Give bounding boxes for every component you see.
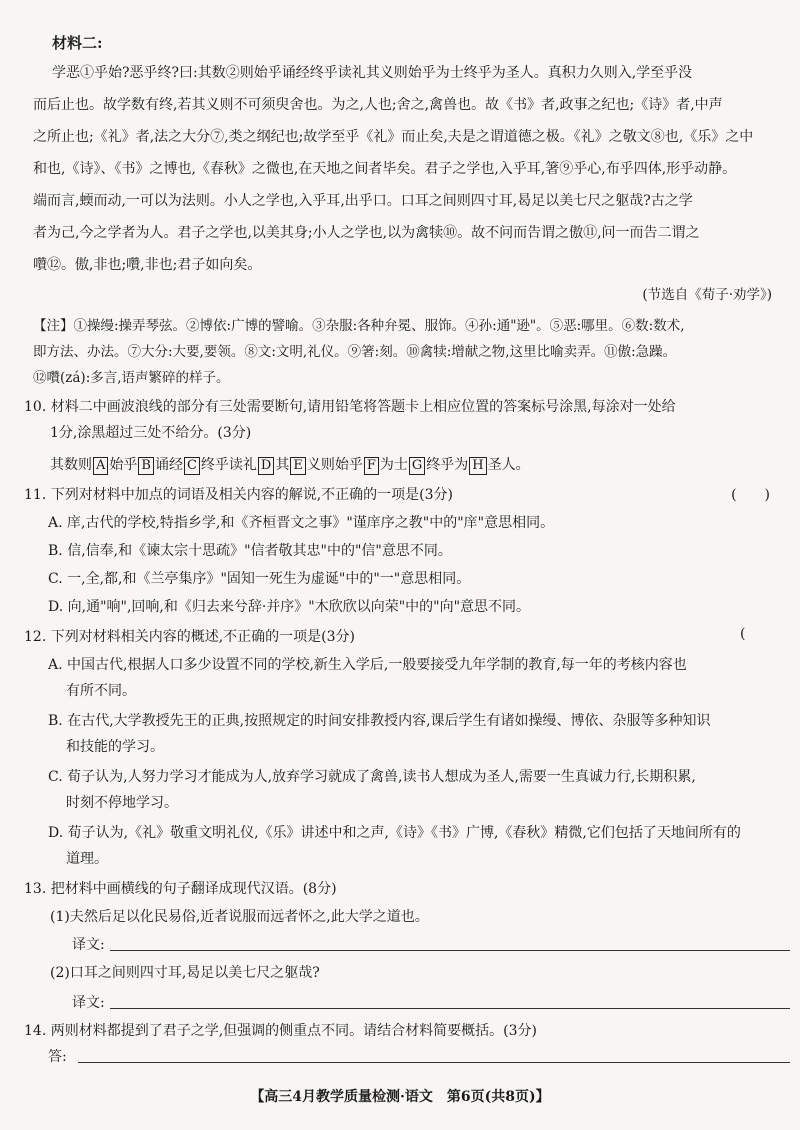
notes-line: ⑫囋(zá):多言,语声繁碎的样子。 bbox=[33, 370, 230, 386]
answer-line[interactable] bbox=[78, 1062, 790, 1063]
segment: 终乎为 bbox=[426, 457, 469, 473]
answer-box-b[interactable]: B bbox=[138, 457, 154, 475]
passage-line: 之所止也;《礼》者,法之大分⑦,类之纲纪也;故学至乎《礼》而止矣,夫是之谓道德之极。《礼》之敬文⑧也,《乐》之中 bbox=[33, 129, 754, 145]
passage-line: 和也,《诗》、《书》之博也,《春秋》之微也,在天地之间者毕矣。君子之学也,入乎耳,箸⑨乎心,布乎四体,形乎动静。 bbox=[33, 161, 737, 177]
option-d: D. 荀子认为,《礼》敬重文明礼仪,《乐》讲述中和之声,《诗》《书》广博,《春秋》精微,它们包括了天地间所有的 bbox=[48, 825, 741, 841]
segment: 为士 bbox=[379, 457, 408, 473]
answer-box-h[interactable]: H bbox=[469, 457, 486, 475]
answer-paren: ( ) bbox=[731, 487, 770, 503]
material-heading: 材料二: bbox=[52, 34, 103, 52]
answer-box-d[interactable]: D bbox=[258, 457, 274, 475]
answer-label: 答: bbox=[48, 1049, 67, 1065]
answer-paren: ( bbox=[740, 626, 746, 642]
question-10-stem: 1分,涂黑超过三处不给分。(3分) bbox=[50, 425, 252, 441]
page-footer: 【高三4月教学质量检测·语文 第6页(共8页)】 bbox=[250, 1089, 550, 1105]
answer-box-a[interactable]: A bbox=[93, 457, 108, 475]
option-b-cont: 和技能的学习。 bbox=[66, 739, 164, 755]
passage-line: 而后止也。故学数有终,若其义则不可须臾舍也。为之,人也;舍之,禽兽也。故《书》者,政事之纪也;《诗》者,中声 bbox=[33, 97, 723, 113]
segment: 圣人。 bbox=[487, 457, 530, 473]
answer-box-f[interactable]: F bbox=[364, 457, 379, 475]
option-a: A. 中国古代,根据人口多少设置不同的学校,新生入学后,一般要接受九年学制的教育,每一年的考核内容也 bbox=[48, 657, 687, 673]
source-citation: (节选自《荀子·劝学》) bbox=[642, 287, 772, 303]
answer-line[interactable] bbox=[110, 1008, 790, 1009]
passage-line: 学恶①乎始?恶乎终?曰:其数②则始乎诵经终乎读礼其义则始乎为士终乎为圣人。真积力久则入,学至乎没 bbox=[52, 65, 693, 81]
question-12-stem: 12. 下列对材料相关内容的概述,不正确的一项是(3分) bbox=[24, 629, 355, 645]
passage-line: 者为己,今之学者为人。君子之学也,以美其身;小人之学也,以为禽犊⑩。故不问而告谓之傲⑪,问一而告二谓之 bbox=[33, 225, 700, 241]
passage-line: 端而言,蝡而动,一可以为法则。小人之学也,入乎耳,出乎口。口耳之间则四寸耳,曷足以美七尺之躯哉?古之学 bbox=[33, 193, 693, 209]
option-d-cont: 道理。 bbox=[66, 851, 108, 867]
option-d: D. 向,通"响",回响,和《归去来兮辞·并序》"木欣欣以向荣"中的"向"意思不同。 bbox=[48, 599, 531, 615]
segment: 义则始乎 bbox=[306, 457, 363, 473]
option-b: B. 信,信奉,和《谏太宗十思疏》"信者敬其忠"中的"信"意思不同。 bbox=[48, 543, 452, 559]
translation-label: 译文: bbox=[72, 937, 105, 953]
option-c: C. 一,全,都,和《兰亭集序》"固知一死生为虚诞"中的"一"意思相同。 bbox=[48, 571, 471, 587]
question-11-stem: 11. 下列对材料中加点的词语及相关内容的解说,不正确的一项是(3分) bbox=[24, 487, 453, 503]
translation-label: 译文: bbox=[72, 995, 105, 1011]
sentence-breaking-row bbox=[50, 454, 530, 475]
segment: 其 bbox=[275, 457, 290, 473]
answer-box-g[interactable]: G bbox=[409, 457, 425, 475]
translation-sentence-1: (1)夫然后足以化民易俗,近者说服而远者怀之,此大学之道也。 bbox=[50, 909, 429, 925]
segment: 其数则 bbox=[50, 457, 92, 473]
question-13-stem: 13. 把材料中画横线的句子翻译成现代汉语。(8分) bbox=[24, 881, 337, 897]
notes-line: 【注】①操缦:操弄琴弦。②博依:广博的譬喻。③杂服:各种弁冕、服饰。④孙:通"逊"。⑤恶:哪里。⑥数:数术, bbox=[33, 318, 685, 334]
segment: 终乎读礼 bbox=[200, 457, 257, 473]
option-c: C. 荀子认为,人努力学习才能成为人,放弃学习就成了禽兽,读书人想成为圣人,需要一生真诚力行,长期积累, bbox=[48, 769, 696, 785]
option-c-cont: 时刻不停地学习。 bbox=[66, 795, 178, 811]
notes-line: 即方法、办法。⑦大分:大要,要领。⑧文:文明,礼仪。⑨箸:刻。⑩禽犊:增献之物,这里比喻卖弄。⑪傲:急躁。 bbox=[33, 344, 677, 360]
question-14-stem: 14. 两则材料都提到了君子之学,但强调的侧重点不同。请结合材料简要概括。(3分) bbox=[24, 1023, 537, 1039]
question-10-stem: 10. 材料二中画波浪线的部分有三处需要断句,请用铅笔将答题卡上相应位置的答案标号涂黑,每涂对一处给 bbox=[24, 399, 676, 415]
segment: 始乎 bbox=[109, 457, 138, 473]
option-b: B. 在古代,大学教授先王的正典,按照规定的时间安排教授内容,课后学生有诸如操缦、博依、杂服等多种知识 bbox=[48, 713, 711, 729]
answer-box-e[interactable]: E bbox=[290, 457, 306, 475]
option-a-cont: 有所不同。 bbox=[66, 683, 136, 699]
passage-line: 囋⑫。傲,非也;囋,非也;君子如向矣。 bbox=[33, 257, 262, 273]
segment: 诵经 bbox=[154, 457, 183, 473]
translation-sentence-2: (2)口耳之间则四寸耳,曷足以美七尺之躯哉? bbox=[50, 965, 320, 981]
option-a: A. 庠,古代的学校,特指乡学,和《齐桓晋文之事》"谨庠序之教"中的"庠"意思相同。 bbox=[48, 515, 555, 531]
answer-box-c[interactable]: C bbox=[184, 457, 200, 475]
answer-line[interactable] bbox=[110, 950, 790, 951]
